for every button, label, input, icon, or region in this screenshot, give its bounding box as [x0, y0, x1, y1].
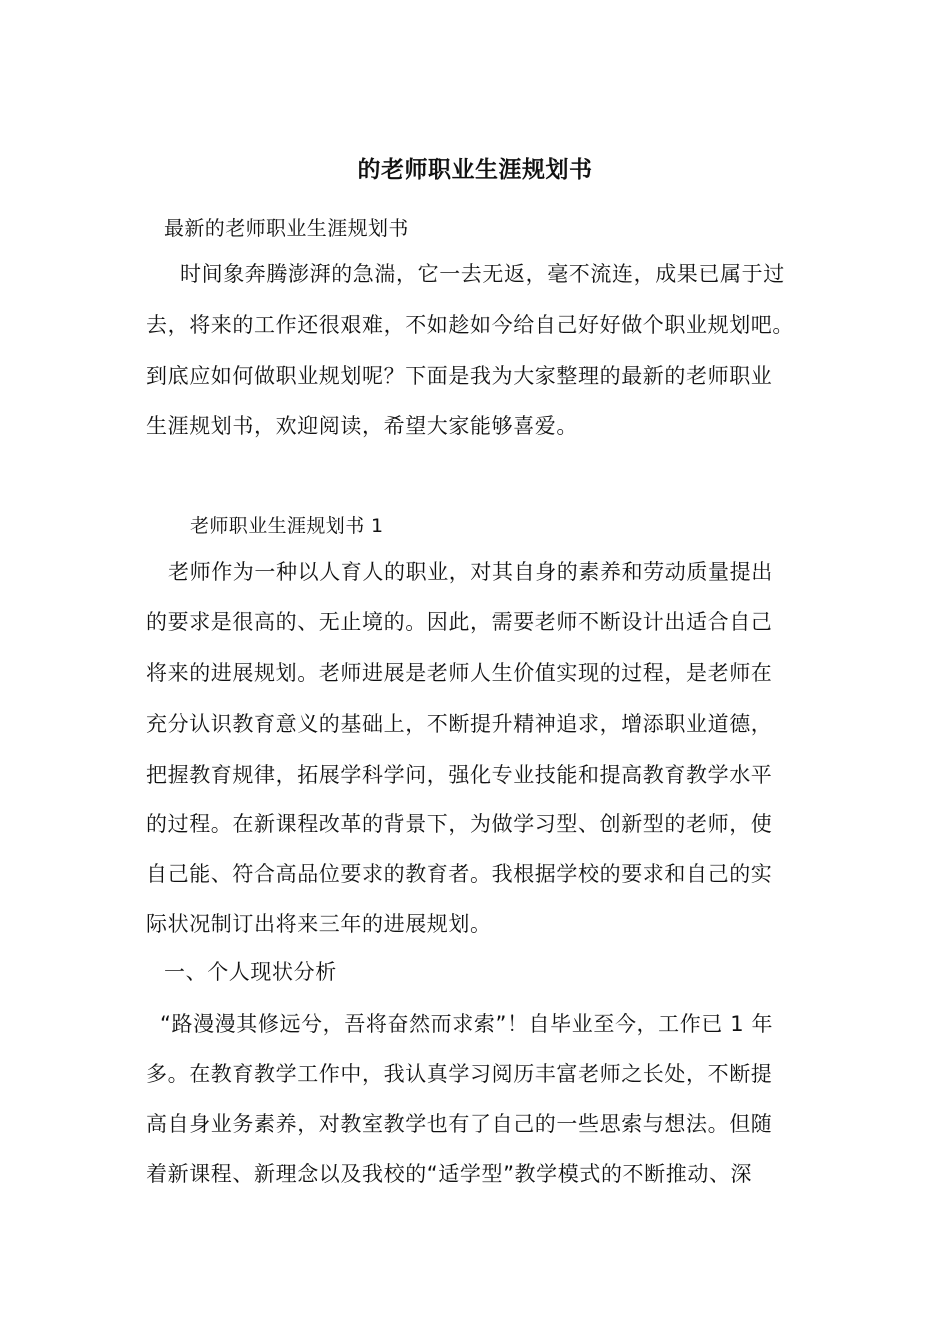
body-line-1: 老师作为一种以人育人的职业，对其自身的素养和劳动质量提出: [168, 560, 773, 584]
body-line-6: 的过程。在新课程改革的背景下，为做学习型、创新型的老师，使: [146, 812, 773, 836]
part-line-4: 着新课程、新理念以及我校的“适学型”教学模式的不断推动、深: [146, 1162, 753, 1186]
intro-line-3: 到底应如何做职业规划呢？下面是我为大家整理的最新的老师职业: [146, 364, 773, 388]
body-line-2: 的要求是很高的、无止境的。因此，需要老师不断设计出适合自己: [146, 610, 773, 634]
body-line-8: 际状况制订出将来三年的进展规划。: [146, 912, 492, 936]
body-line-4: 充分认识教育意义的基础上，不断提升精神追求，增添职业道德，: [146, 712, 773, 736]
body-line-3: 将来的进展规划。老师进展是老师人生价值实现的过程，是老师在: [146, 661, 773, 685]
part-line-3: 高自身业务素养，对教室教学也有了自己的一些思索与想法。但随: [146, 1112, 773, 1136]
document-title: 的老师职业生涯规划书: [357, 157, 593, 183]
part-line-2: 多。在教育教学工作中，我认真学习阅历丰富老师之长处，不断提: [146, 1062, 773, 1086]
body-line-7: 自己能、符合高品位要求的教育者。我根据学校的要求和自己的实: [146, 862, 773, 886]
part-heading: 一、个人现状分析: [164, 960, 337, 984]
part-line-1: “路漫漫其修远兮，吾将奋然而求索”！自毕业至今，工作已 1 年: [160, 1012, 774, 1036]
intro-line-1: 时间象奔腾澎湃的急湍，它一去无返，毫不流连，成果已属于过: [180, 262, 785, 286]
document-subtitle: 最新的老师职业生涯规划书: [164, 216, 409, 240]
intro-line-4: 生涯规划书，欢迎阅读，希望大家能够喜爱。: [146, 414, 578, 438]
section-title: 老师职业生涯规划书 1: [190, 515, 384, 537]
intro-line-2: 去，将来的工作还很艰难，不如趁如今给自己好好做个职业规划吧。: [146, 313, 794, 337]
body-line-5: 把握教育规律，拓展学科学问，强化专业技能和提高教育教学水平: [146, 763, 773, 787]
